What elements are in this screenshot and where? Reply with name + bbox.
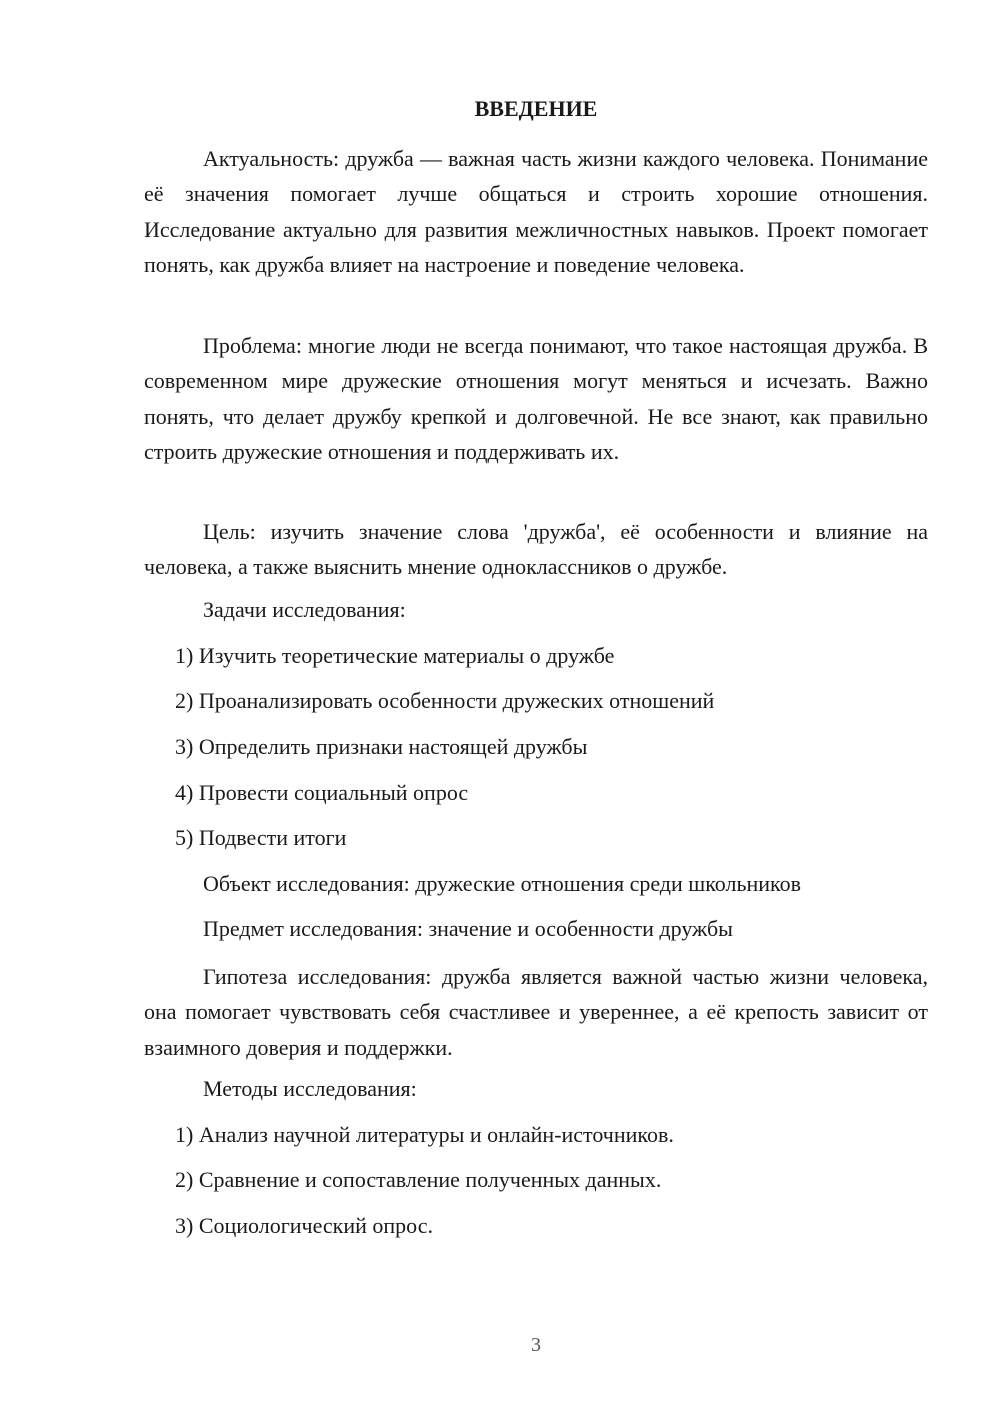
paragraph-problem: Проблема: многие люди не всегда понимают, что такое настоящая дружба. В современном мире дружеские отношения могут меняться и исчезать. Важно понять, что делает дружбу крепкой и долговечной. Не все знают, как правильно строить дружеские отношения и поддерживать их. [144, 333, 928, 464]
section-title: ВВЕДЕНИЕ [474, 96, 598, 121]
list-item: 3) Социологический опрос. [175, 1213, 433, 1238]
list-item: 4) Провести социальный опрос [175, 780, 469, 805]
list-item: 3) Определить признаки настоящей дружбы [175, 734, 588, 759]
research-object: Объект исследования: дружеские отношения среди школьников [203, 871, 802, 896]
page-number: 3 [531, 1334, 541, 1356]
list-item: 1) Анализ научной литературы и онлайн-источников. [175, 1122, 674, 1147]
paragraph-relevance: Актуальность: дружба — важная часть жизни каждого человека. Понимание её значения помогает лучше общаться и строить хорошие отношения. Исследование актуально для развития межличностных навыков. Проект помогает понять, как дружба влияет на настроение и поведение человека. [144, 146, 928, 277]
list-item: 1) Изучить теоретические материалы о дружбе [175, 643, 615, 668]
list-item: 5) Подвести итоги [175, 825, 347, 850]
list-item: 2) Проанализировать особенности дружеских отношений [175, 688, 715, 713]
paragraph-goal: Цель: изучить значение слова 'дружба', её особенности и влияние на человека, а также выяснить мнение одноклассников о дружбе. [144, 519, 928, 580]
paragraph-hypothesis: Гипотеза исследования: дружба является важной частью жизни человека, она помогает чувствовать себя счастливее и увереннее, а её крепость зависит от взаимного доверия и поддержки. [144, 964, 928, 1060]
research-subject: Предмет исследования: значение и особенности дружбы [203, 916, 733, 941]
tasks-heading: Задачи исследования: [203, 597, 406, 622]
methods-heading: Методы исследования: [203, 1076, 417, 1101]
list-item: 2) Сравнение и сопоставление полученных данных. [175, 1167, 662, 1192]
